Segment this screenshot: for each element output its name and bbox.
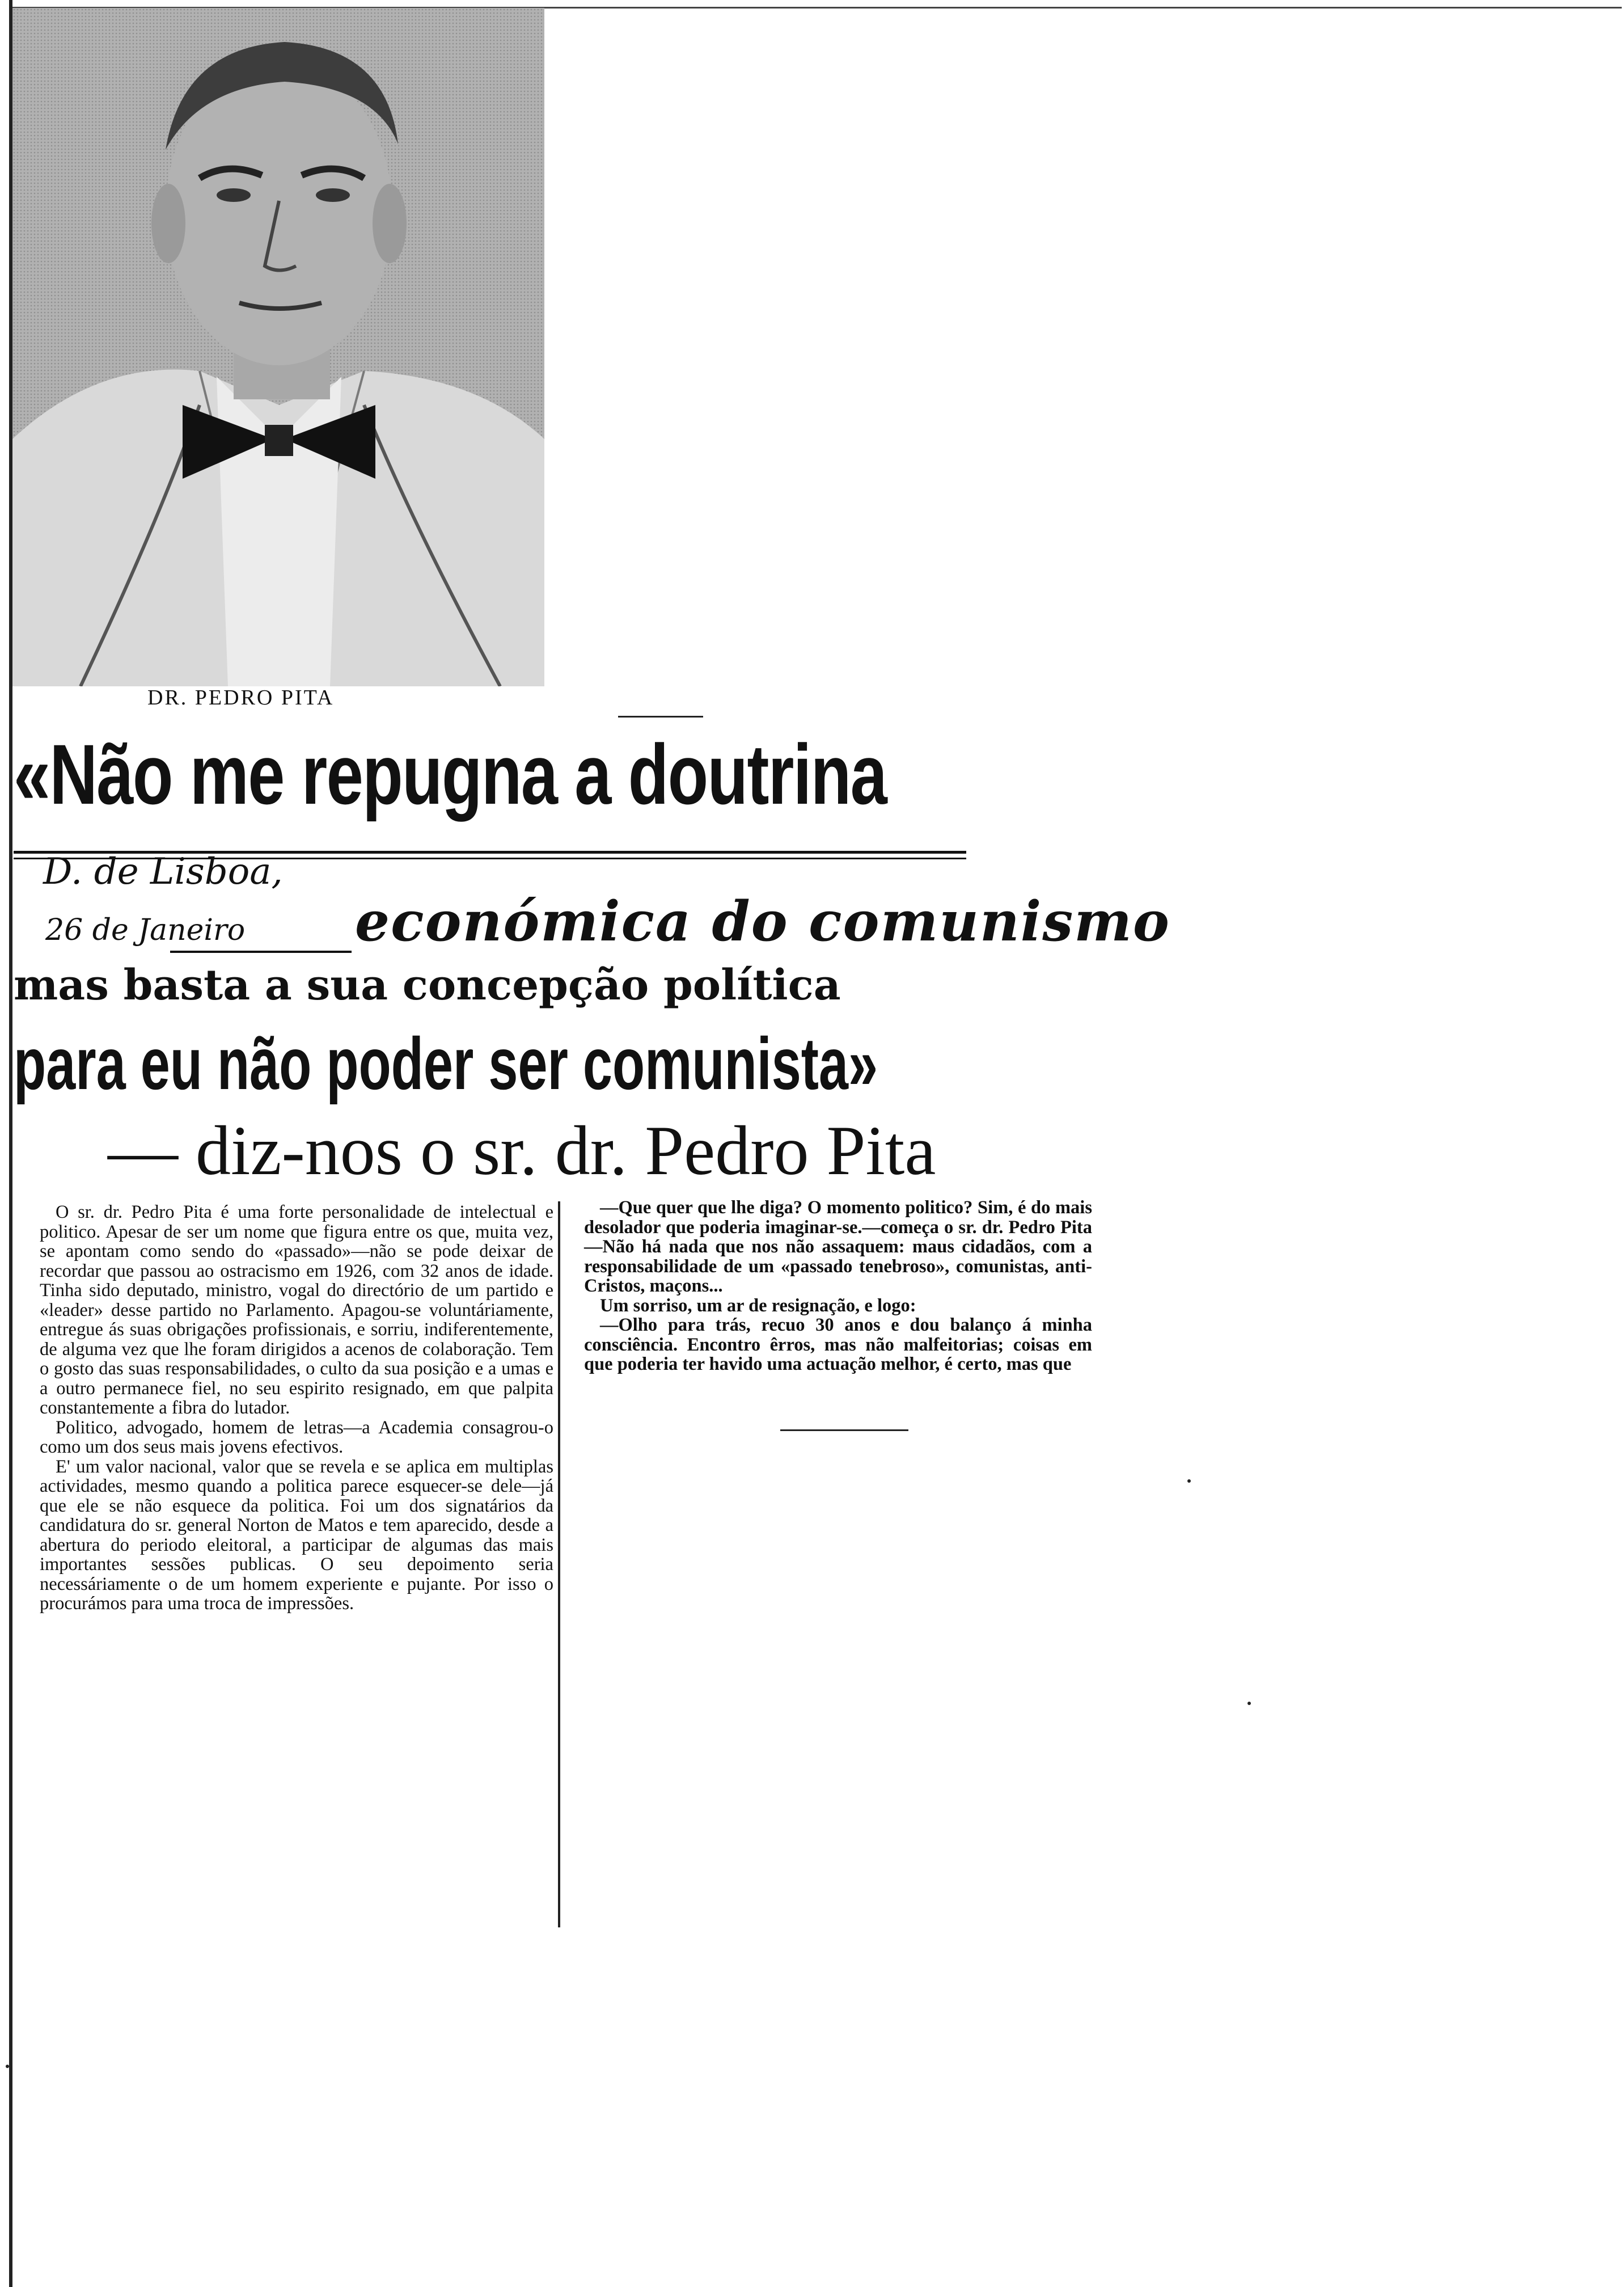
caption-rule [618, 716, 703, 718]
column-divider [558, 1201, 560, 1927]
paragraph: O sr. dr. Pedro Pita é uma forte personalidade de intelectual e politico. Apesar de ser um nome que figura entre os que, muita vez, se apontam como sendo do «passado»—não se pode deixar de recordar que passou ao ostracismo em 1926, com 32 anos de idade. Tinha sido deputado, ministro, vogal do directório de um partido e «leader» desse partido no Parlamento. Apagou-se voluntáriamente, entregue ás suas obrigações profissionais, e sorriu, indiferentemente, de alguma vez que lhe foram dirigidos a acenos de colaboração. Tem o gosto das suas responsabilidades, o culto da sua posição e a umas e a outro permanece fiel, no seu espirito resignado, em que palpita constantemente a fibra do lutador. [40, 1202, 553, 1418]
headline-line-4: para eu não poder ser comunista» [14, 1022, 878, 1105]
paragraph: —Olho para trás, recuo 30 anos e dou balanço á minha consciência. Encontro êrros, mas não malfeitorias; coisas em que poderia ter havido uma actuação melhor, é certo, mas que [584, 1315, 1092, 1374]
article-column-1 [40, 1202, 553, 1614]
portrait-photo [12, 8, 544, 686]
handwritten-note-line-2: 26 de Janeiro [45, 913, 246, 947]
headline-line-1: «Não me repugna a doutrina [14, 727, 887, 822]
handwritten-note-line-1: D. de Lisboa, [43, 851, 283, 893]
headline-line-5: — diz-nos o sr. dr. Pedro Pita [108, 1112, 936, 1189]
print-speck [1247, 1702, 1251, 1705]
headline-line-2: económica do comunismo [355, 889, 1170, 953]
print-speck [1187, 1479, 1191, 1483]
handwritten-underline [170, 951, 352, 953]
article-column-2 [584, 1198, 1092, 1374]
portrait-image [12, 8, 544, 686]
photo-caption: DR. PEDRO PITA [147, 686, 335, 710]
paragraph: Um sorriso, um ar de resignação, e logo: [600, 1295, 916, 1316]
headline-line-3: mas basta a sua concepção política [14, 961, 841, 1010]
print-speck [6, 2065, 9, 2068]
paragraph: Politico, advogado, homem de letras—a Academia consagrou-o como um dos seus mais jovens efectivos. [40, 1417, 553, 1457]
paragraph: —Que quer que lhe diga? O momento politico? Sim, é do mais desolador que poderia imaginar-se.—começa o sr. dr. Pedro Pita—Não há nada que nos não assaquem: maus cidadãos, com a responsabilidade de um «passado tenebroso», comunistas, anti-Cristos, maçons... [584, 1197, 1092, 1296]
paragraph: E' um valor nacional, valor que se revela e se aplica em multiplas actividades, mesmo quando a politica parece esquecer-se dele—já que ele se não esquece da politica. Foi um dos signatários da candidatura do sr. general Norton de Matos e tem aparecido, desde a abertura do periodo eleitoral, a participar de algumas das mais importantes sessões publicas. O seu depoimento seria necessáriamente o de um homem experiente e pujante. Por isso o procurámos para uma troca de impressões. [40, 1456, 553, 1614]
continuation-rule [780, 1429, 908, 1431]
